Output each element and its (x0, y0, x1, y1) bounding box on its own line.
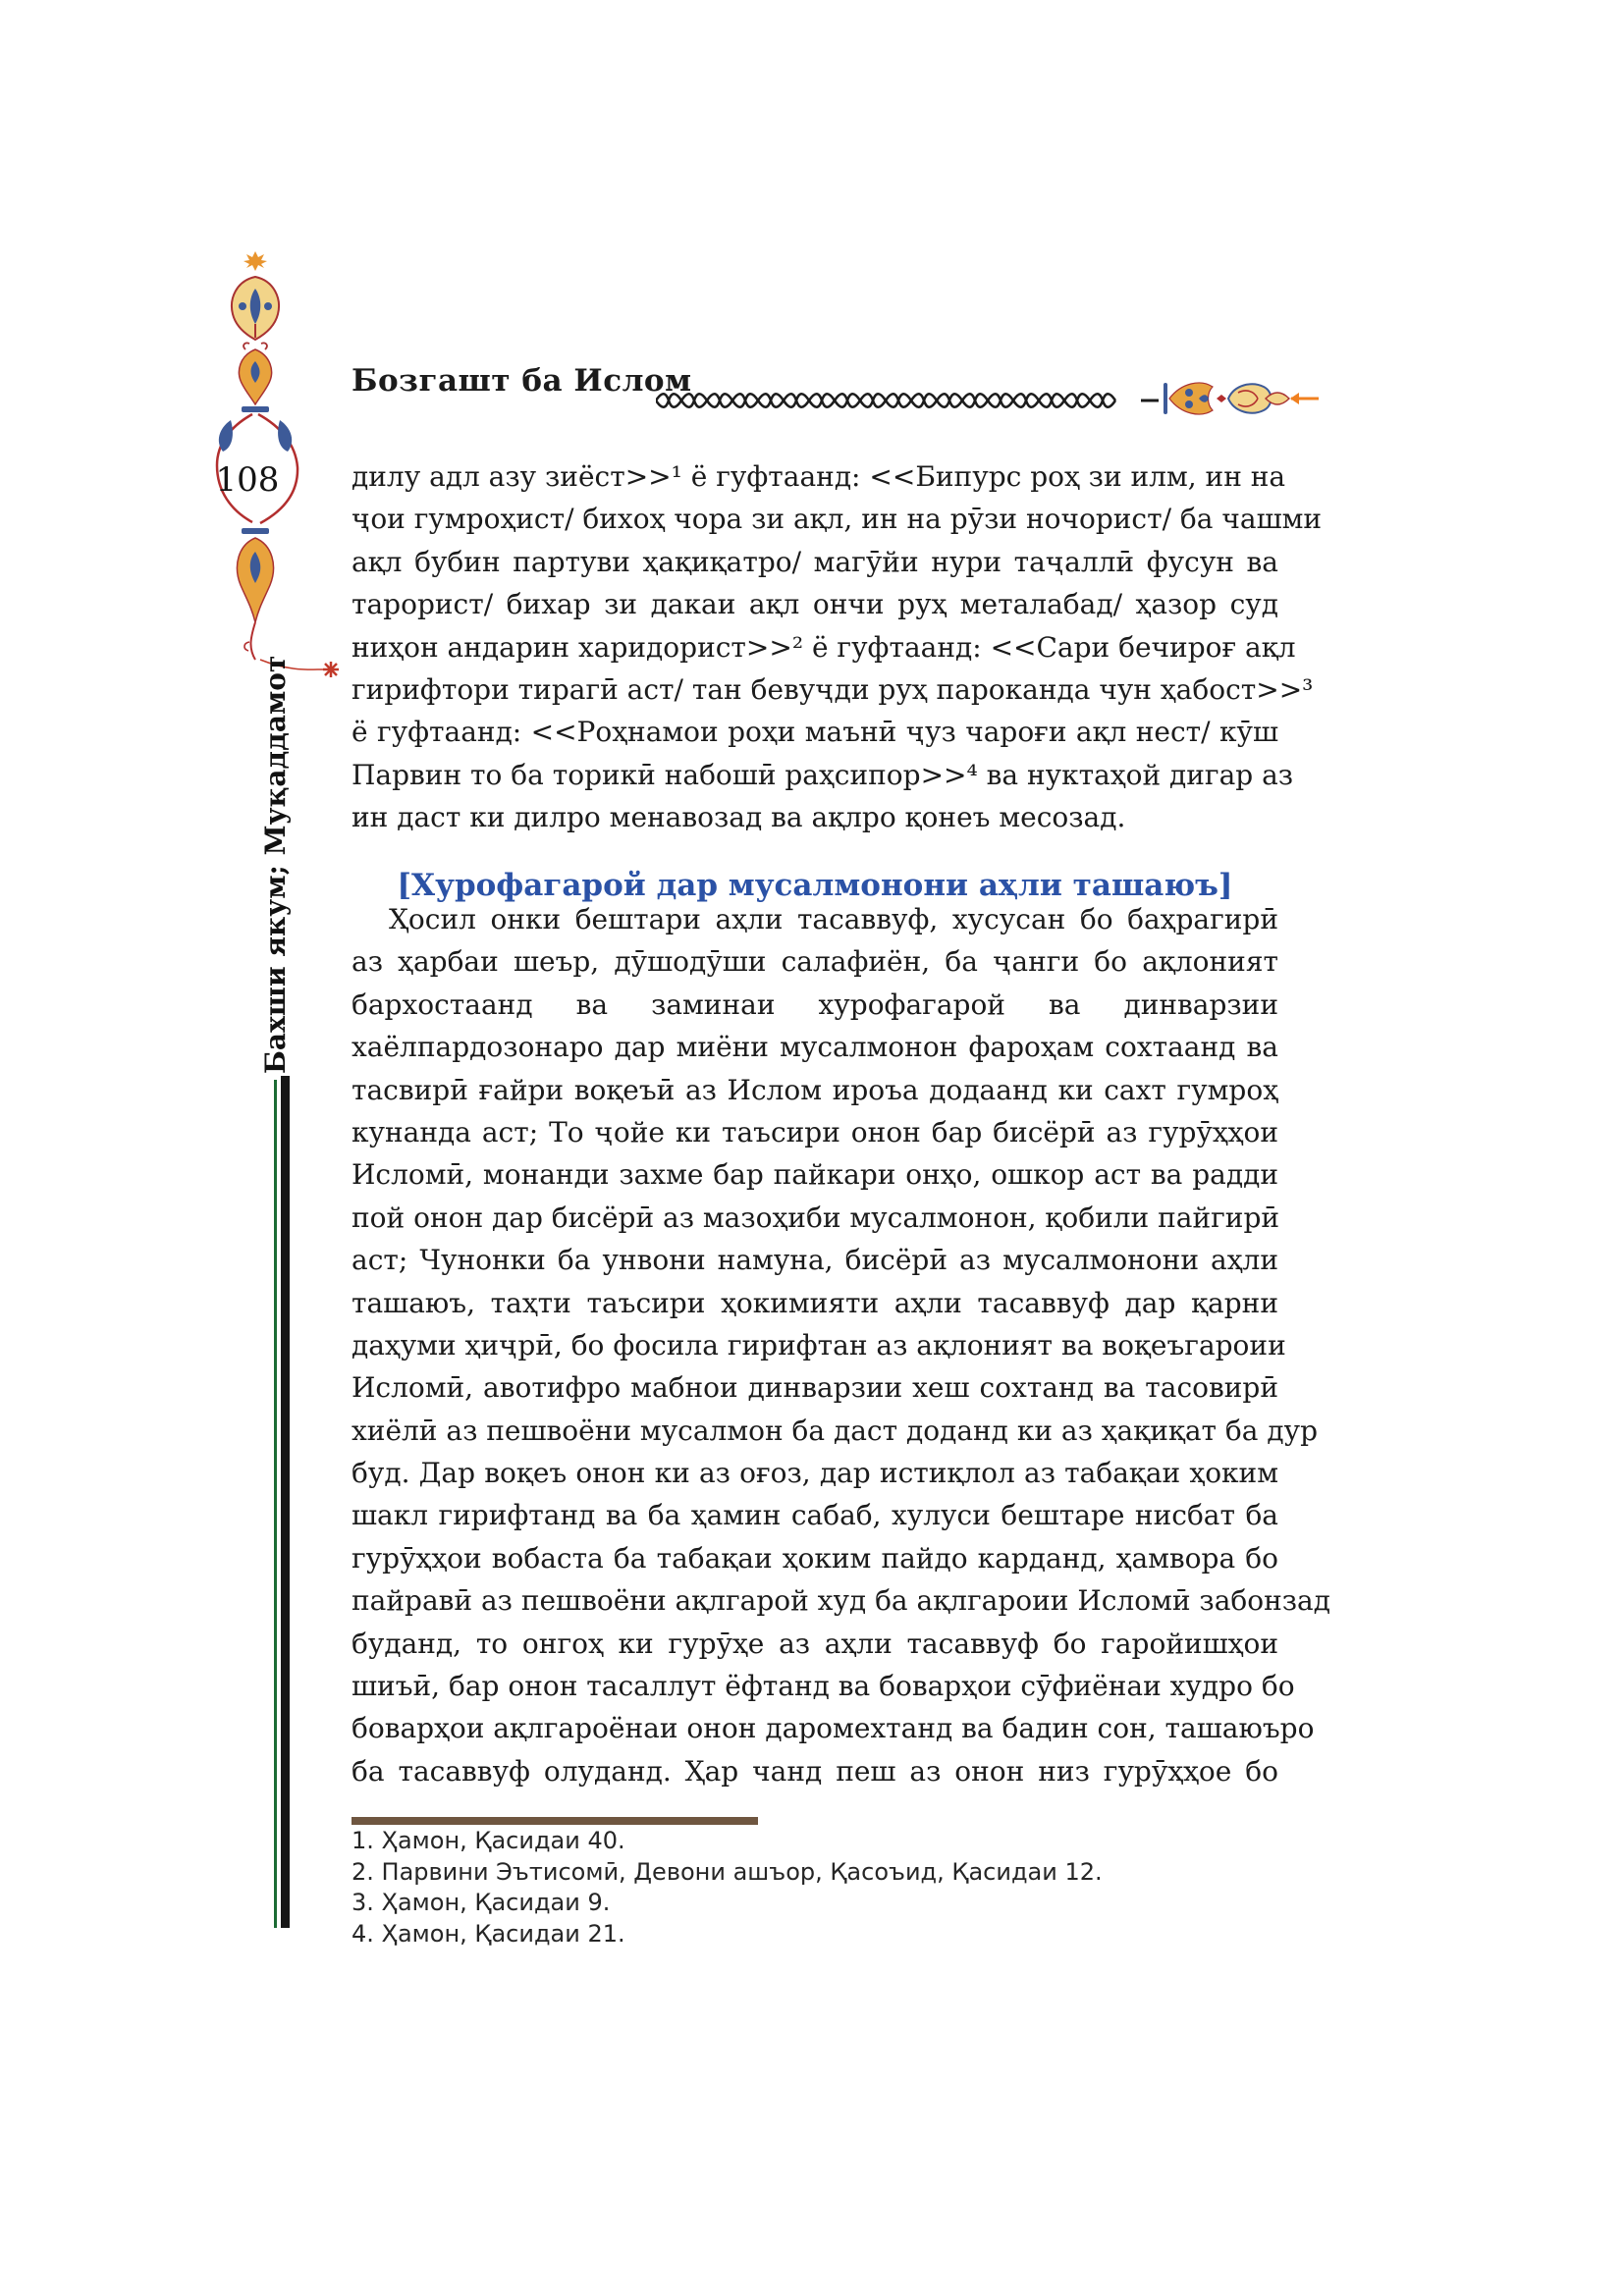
star-icon (244, 251, 267, 271)
body-line: гурӯҳҳои вобаста ба табақаи ҳоким пайдо карданд, ҳамвора бо (352, 1541, 1278, 1575)
footnote-item: 2. Парвини Эътисомӣ, Девони ашъор, Қасоъид, Қасидаи 12. (352, 1857, 1103, 1886)
running-header-title: Бозгашт ба Ислом (352, 363, 692, 399)
footnote-separator (352, 1817, 758, 1825)
body-line: ин даст ки дилро менавозад ва ақлро қонеъ месозад. (352, 801, 1126, 834)
fish-leaf-icon (278, 420, 292, 452)
paragraph-main (352, 898, 1330, 1792)
footnote-item: 3. Ҳамон, Қасидаи 9. (352, 1889, 611, 1917)
body-line: Исломӣ, монанди захме бар пайкари онҳо, ошкор аст ва радди (352, 1158, 1278, 1192)
page-number: 108 (215, 460, 280, 500)
green-rule (274, 1080, 277, 1928)
body-line: аз ҳарбаи шеър, дӯшодӯши салафиён, ба ҷанги бо ақлоният (352, 945, 1278, 979)
body-line: ба тасаввуф олуданд. Ҳар чанд пеш аз онон низ гурӯҳҳое бо (352, 1754, 1278, 1788)
body-line: гирифтори тирагӣ аст/ тан бевуҷди руҳ пароканда чун ҳабост>>³ (352, 672, 1314, 706)
body-line: пой онон дар бисёрӣ аз мазоҳиби мусалмонон, қобили пайгирӣ (352, 1201, 1280, 1234)
asterisk-flower-icon (323, 662, 339, 677)
body-line: дилу адл азу зиёст>>¹ ё гуфтаанд: <<Бипурс роҳ зи илм, ин на (352, 460, 1286, 493)
black-rule (281, 1076, 290, 1928)
braided-chain-rule-icon (656, 389, 1162, 412)
body-line: кунанда аст; То ҷойе ки таъсири онон бар бисёрӣ аз гурӯҳҳои (352, 1115, 1278, 1148)
body-line: шиъӣ, бар онон тасаллут ёфтанд ва боварҳои сӯфиёнаи худро бо (352, 1670, 1295, 1703)
floral-ornament-icon (201, 247, 339, 694)
body-line: тарорист/ бихар зи дакаи ақл ончи руҳ металабад/ ҳазор суд (352, 588, 1278, 621)
body-line: ташаюъ, таҳти таъсири ҳокимияти аҳли тасаввуф дар қарни (352, 1286, 1278, 1319)
body-line: Парвин то ба торикӣ набошӣ раҳсипор>>⁴ ва нуктаҳой дигар аз (352, 758, 1294, 791)
body-line: ақл бубин партуви ҳақиқатро/ магӯйи нури таҷаллӣ фусун ва (352, 545, 1278, 578)
fish-leaf-icon (219, 420, 233, 452)
sidebar-vertical-rule (274, 1076, 290, 1928)
body-line: боварҳои ақлгароёнаи онон даромехтанд ва бадин сон, ташаюъро (352, 1712, 1315, 1745)
body-line: пайравӣ аз пешвоёни ақлгарой худ ба ақлгароии Исломӣ забонзад (352, 1584, 1330, 1618)
body-line: Ҳосил онки бештари аҳли тасаввуф, хусусан бо баҳрагирӣ (389, 903, 1278, 935)
body-line: тасвирӣ ғайри воқеъӣ аз Ислом ироъа додаанд ки сахт гумроҳ (352, 1073, 1278, 1106)
footnote-list (352, 1826, 1278, 1949)
body-line: Исломӣ, авотифро мабнои динварзии хеш сохтанд ва тасовирӣ (352, 1371, 1278, 1405)
body-line: даҳуми ҳиҷрӣ, бо фосила гирифтан аз ақлоният ва воқеъгароии (352, 1328, 1286, 1362)
footnote-item: 1. Ҳамон, Қасидаи 40. (352, 1827, 625, 1854)
footnote-item: 4. Ҳамон, Қасидаи 21. (352, 1919, 625, 1948)
body-line: хаёлпардозонаро дар миёни мусалмонон фароҳам сохтаанд ва (352, 1031, 1278, 1064)
body-line: ё гуфтаанд: <<Роҳнамои роҳи маънӣ ҷуз чароғи ақл нест/ кӯш (352, 716, 1278, 749)
body-line: аст; Чунонки ба унвони намуна, бисёрӣ аз мусалмонони аҳли (352, 1244, 1278, 1277)
body-line: хиёлӣ аз пешвоёни мусалмон ба даст доданд ки аз ҳақиқат ба дур (352, 1414, 1319, 1447)
section-heading: [Хурофагарой дар мусалмонони аҳли ташаюъ] (397, 868, 1233, 903)
body-line: буд. Дар воқеъ онон ки аз оғоз, дар истиқлол аз табақаи ҳоким (352, 1457, 1278, 1490)
body-line: ниҳон андарин харидорист>>² ё гуфтаанд: <<Сари бечироғ ақл (352, 630, 1296, 664)
body-line: ҷои гумроҳист/ бихоҳ чора зи ақл, ин на рӯзи ночорист/ ба чашми (352, 503, 1323, 536)
body-line: буданд, то онгоҳ ки гурӯҳе аз аҳли тасаввуф бо гаройишҳои (352, 1627, 1278, 1660)
header-end-ornament-icon (1162, 375, 1326, 422)
paragraph-continuation (352, 455, 1323, 839)
body-line: шакл гирифтанд ва ба ҳамин сабаб, хулуси бештаре нисбат ба (352, 1499, 1278, 1532)
sidebar-vertical-label: Бахши якум; Муқаддамот (259, 655, 292, 1074)
body-line: бархостаанд ва заминаи хурофагарой ва динварзии (352, 988, 1278, 1021)
